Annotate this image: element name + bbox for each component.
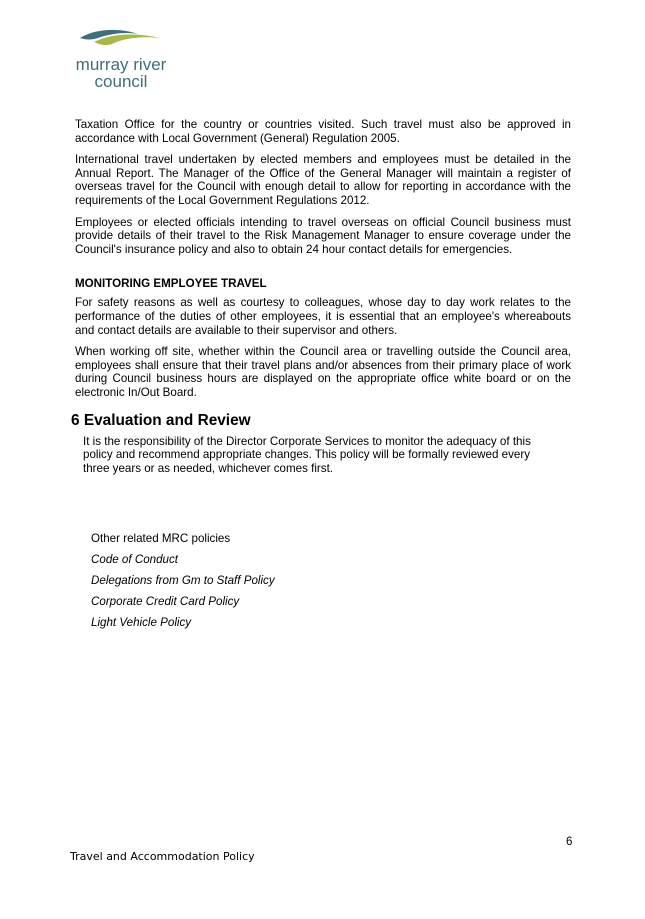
related-policy-item: Light Vehicle Policy: [91, 616, 192, 629]
related-policy-item: Corporate Credit Card Policy: [91, 595, 240, 608]
page-number: 6: [566, 836, 573, 848]
council-logo: [66, 26, 176, 92]
section-6-body: It is the responsibility of the Director Corporate Services to monitor the adequacy of this policy and recommend appropriate changes. This policy will be formally reviewed every three years or as needed, whichever comes first.: [83, 434, 531, 476]
logo-text-line2: council: [94, 72, 148, 91]
paragraph-safety: For safety reasons as well as courtesy to colleagues, whose day to day work relates to the performance of the duties of other employees, it is essential that an employee's whereabouts and contact details are available to their supervisor and others.: [75, 296, 571, 337]
footer-title: Travel and Accommodation Policy: [70, 850, 255, 863]
related-policies: [91, 532, 275, 637]
section-6-title: 6 Evaluation and Review: [71, 411, 251, 429]
paragraph-taxation: Taxation Office for the country or countries visited. Such travel must also be approved in accordance with Local Government (General) Regulation 2005.: [75, 118, 571, 145]
document-body: [71, 118, 571, 476]
related-policy-item: Code of Conduct: [91, 553, 179, 566]
paragraph-overseas-travel: Employees or elected officials intending to travel overseas on official Council business must provide details of their travel to the Risk Management Manager to ensure coverage under the Council's insurance policy and also to obtain 24 hour contact details for emergencies.: [75, 215, 571, 256]
monitoring-heading: MONITORING EMPLOYEE TRAVEL: [75, 277, 267, 291]
logo-text-line1: murray river: [75, 55, 167, 74]
river-swoosh-icon: [76, 26, 166, 56]
paragraph-international-travel: International travel undertaken by elected members and employees must be detailed in the Annual Report. The Manager of the Office of the General Manager will maintain a register of overseas travel for the Council with enough detail to allow for reporting in accordance with the requirements of the Local Government Regulations 2012.: [75, 153, 571, 207]
related-policies-intro: Other related MRC policies: [91, 532, 231, 545]
paragraph-working-off-site: When working off site, whether within the Council area or travelling outside the Council area, employees shall ensure that their travel plans and/or absences from their primary place of work during Council business hours are displayed on the appropriate office white board or on the electronic In/Out Board.: [75, 345, 571, 399]
related-policy-item: Delegations from Gm to Staff Policy: [91, 574, 275, 587]
